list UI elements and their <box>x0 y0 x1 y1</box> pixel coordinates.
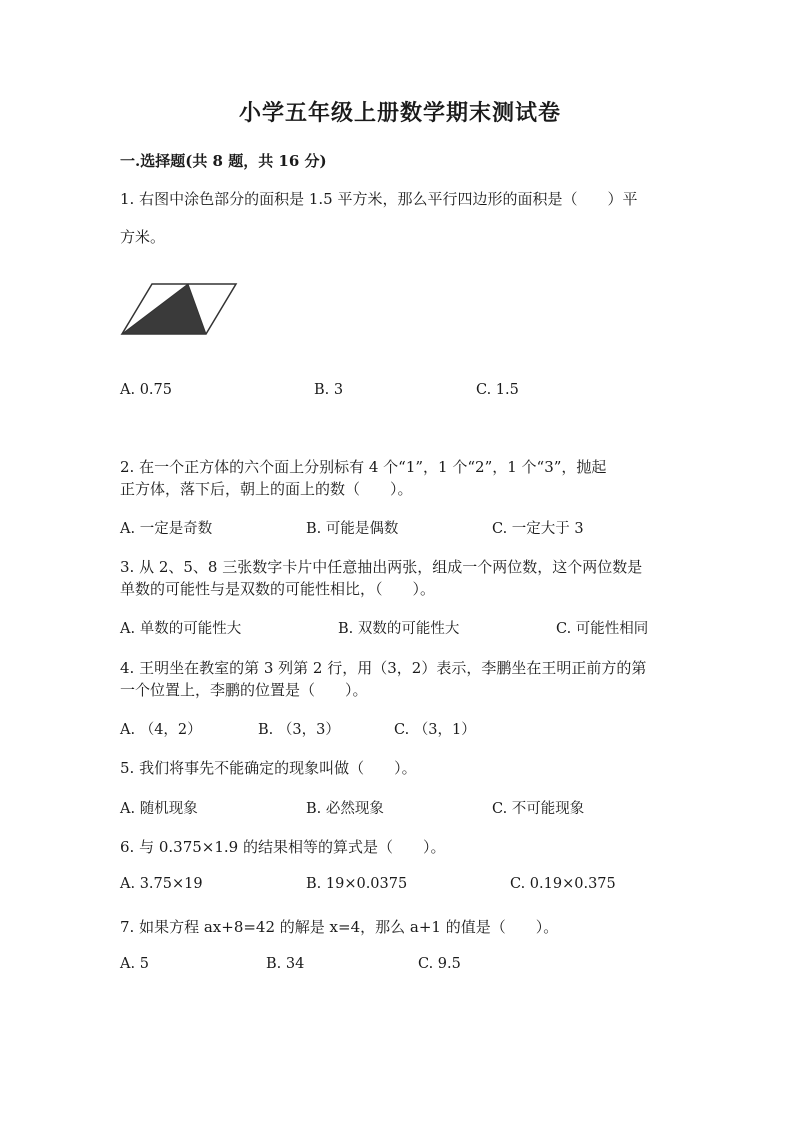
question-4-line-1: 4. 王明坐在教室的第 3 列第 2 行，用（3，2）表示，李鹏坐在王明正前方的第 <box>120 659 647 677</box>
question-1-line-1: 1. 右图中涂色部分的面积是 1.5 平方米，那么平行四边形的面积是（ ）平 <box>120 190 638 208</box>
question-5-line-1: 5. 我们将事先不能确定的现象叫做（ ）。 <box>120 759 417 777</box>
question-3-line-1: 3. 从 2、5、8 三张数字卡片中任意抽出两张，组成一个两位数，这个两位数是 <box>120 558 643 576</box>
question-7-option-c[interactable]: C. 9.5 <box>418 956 461 972</box>
question-3-option-a[interactable]: A. 单数的可能性大 <box>120 621 242 637</box>
parallelogram-figure <box>120 282 240 336</box>
question-4-option-c[interactable]: C. （3，1） <box>394 722 476 738</box>
question-3-line-2: 单数的可能性与是双数的可能性相比，（ ）。 <box>120 580 436 598</box>
question-4-option-b[interactable]: B. （3，3） <box>258 722 340 738</box>
question-2-line-1: 2. 在一个正方体的六个面上分别标有 4 个“1”，1 个“2”，1 个“3”，抛起 <box>120 458 607 476</box>
question-1-option-c[interactable]: C. 1.5 <box>476 382 519 398</box>
question-5-option-a[interactable]: A. 随机现象 <box>120 801 198 817</box>
section-heading: 一.选择题(共 8 题，共 16 分) <box>120 152 327 170</box>
question-4-line-2: 一个位置上，李鹏的位置是（ ）。 <box>120 681 368 699</box>
question-2-option-b[interactable]: B. 可能是偶数 <box>306 521 399 537</box>
page-title: 小学五年级上册数学期末测试卷 <box>238 100 561 126</box>
question-7-option-a[interactable]: A. 5 <box>120 956 149 972</box>
question-6-option-b[interactable]: B. 19×0.0375 <box>306 876 408 892</box>
question-7-option-b[interactable]: B. 34 <box>266 956 305 972</box>
question-5-option-c[interactable]: C. 不可能现象 <box>492 801 585 817</box>
question-4-option-a[interactable]: A. （4，2） <box>120 722 202 738</box>
question-2-line-2: 正方体，落下后，朝上的面上的数（ ）。 <box>120 480 413 498</box>
question-6-option-a[interactable]: A. 3.75×19 <box>120 876 203 892</box>
question-1-option-b[interactable]: B. 3 <box>314 382 344 398</box>
question-1-option-a[interactable]: A. 0.75 <box>120 382 172 398</box>
question-1-line-2: 方米。 <box>120 228 166 246</box>
question-6-line-1: 6. 与 0.375×1.9 的结果相等的算式是（ ）。 <box>120 838 446 856</box>
question-3-option-b[interactable]: B. 双数的可能性大 <box>338 621 460 637</box>
question-7-line-1: 7. 如果方程 ax+8=42 的解是 x=4，那么 a+1 的值是（ ）。 <box>120 918 559 936</box>
question-2-option-c[interactable]: C. 一定大于 3 <box>492 521 584 537</box>
question-3-option-c[interactable]: C. 可能性相同 <box>556 621 649 637</box>
question-2-option-a[interactable]: A. 一定是奇数 <box>120 521 213 537</box>
question-6-option-c[interactable]: C. 0.19×0.375 <box>510 876 616 892</box>
question-5-option-b[interactable]: B. 必然现象 <box>306 801 384 817</box>
